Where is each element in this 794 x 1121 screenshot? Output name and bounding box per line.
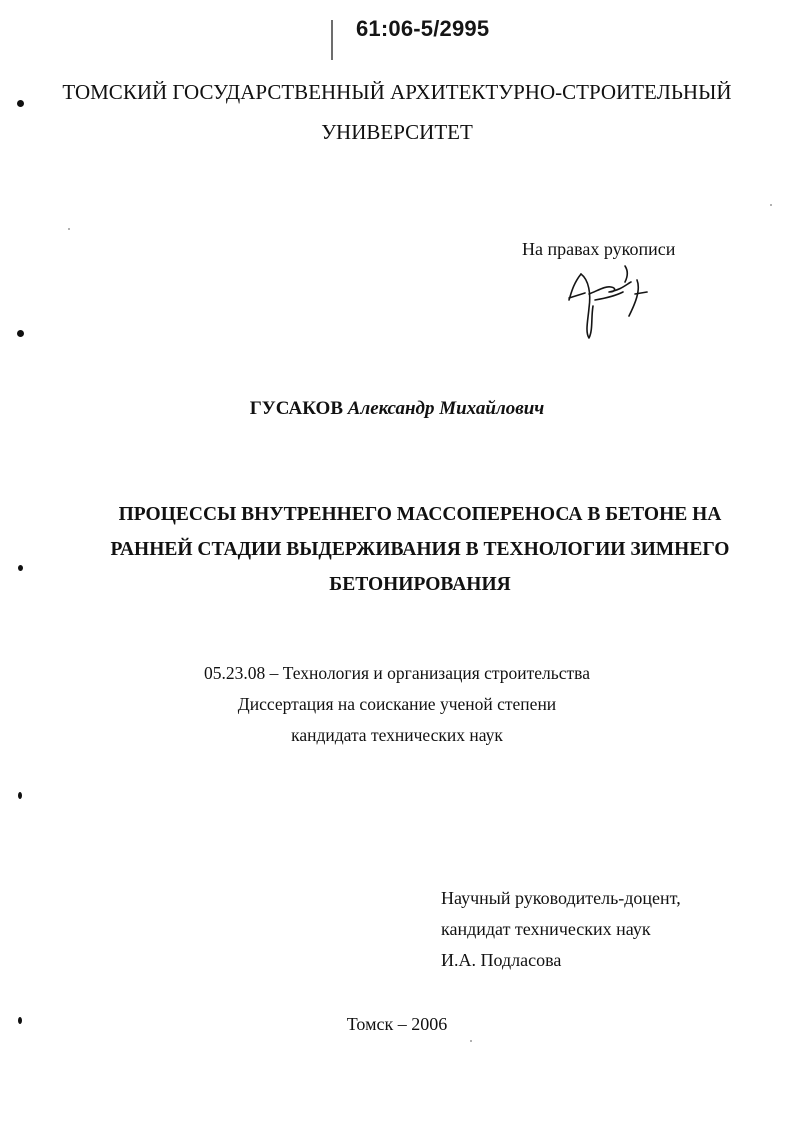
university-name xyxy=(0,72,794,152)
specialty-block xyxy=(0,658,794,751)
advisor-name: И.А. Подласова xyxy=(441,950,562,970)
binder-hole-mark xyxy=(18,565,23,571)
binder-hole-mark xyxy=(18,792,22,799)
author-surname: ГУСАКОВ xyxy=(249,398,344,419)
archive-stamp-code: 61:06-5/2995 xyxy=(356,16,490,41)
title-line-3: БЕТОНИРОВАНИЯ xyxy=(329,574,511,595)
scientific-advisor xyxy=(441,883,681,976)
advisor-degree: кандидат технических наук xyxy=(441,919,651,939)
manuscript-rights-note: На правах рукописи xyxy=(522,239,676,259)
scan-speck xyxy=(68,228,70,230)
specialty-code: 05.23.08 – Технология и организация строительства xyxy=(204,663,590,683)
stamp-bar xyxy=(331,20,333,60)
city-year: Томск – 2006 xyxy=(346,1014,448,1034)
title-line-1: ПРОЦЕССЫ ВНУТРЕННЕГО МАССОПЕРЕНОСА В БЕТОНЕ НА xyxy=(118,504,722,525)
advisor-role: Научный руководитель-доцент, xyxy=(441,888,681,908)
binder-hole-mark xyxy=(17,330,24,337)
university-line-2: УНИВЕРСИТЕТ xyxy=(321,120,473,144)
title-line-2: РАННЕЙ СТАДИИ ВЫДЕРЖИВАНИЯ В ТЕХНОЛОГИИ ЗИМНЕГО xyxy=(110,539,730,560)
author-signature xyxy=(555,260,665,342)
author-given-names: Александр Михайлович xyxy=(347,398,545,419)
scan-speck xyxy=(770,204,772,206)
degree-name: кандидата технических наук xyxy=(291,725,503,745)
scan-speck xyxy=(470,1040,472,1042)
dissertation-title xyxy=(90,497,750,602)
university-line-1: ТОМСКИЙ ГОСУДАРСТВЕННЫЙ АРХИТЕКТУРНО-СТРОИТЕЛЬНЫЙ xyxy=(62,80,732,104)
degree-purpose: Диссертация на соискание ученой степени xyxy=(237,694,557,714)
author-name xyxy=(0,398,794,420)
